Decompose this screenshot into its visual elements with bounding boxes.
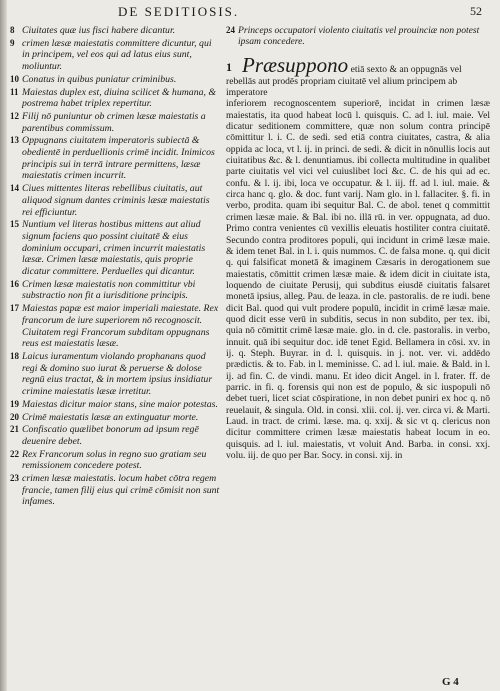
entry-number: 13 [10,135,19,146]
entry-number: 11 [10,86,19,97]
entry-number: 15 [10,219,19,230]
paragraph-marker: 1 [226,59,232,74]
entry-text: Crimen læsæ maiestatis non committitur vbi substractio non fit a iurisditione principis. [22,278,196,302]
entry-text: Conatus in quibus puniatur criminibus. [22,73,177,85]
summary-entry [10,111,220,134]
opening-paragraph [226,54,490,99]
entry-number: 17 [10,303,19,314]
opening-word: Præsuppono [242,52,349,77]
running-header: DE SEDITIOSIS. [118,4,240,19]
entry-number: 12 [10,110,19,121]
summary-entry [10,25,220,37]
entry-text: Crimē maiestatis læsæ an extinguatur morte. [22,411,199,423]
entry-number: 22 [10,448,19,459]
summary-entry [226,25,490,48]
summary-entry [10,219,220,278]
entry-text: Filij nō puniuntur ob crimen læsæ maiestatis a parentibus commissum. [22,110,206,134]
entry-number: 9 [10,37,15,48]
entry-number: 19 [10,398,19,409]
body-text: inferiorem recognoscentem superiorē, incidat in crimen læsæ maiestatis, ita quod habeat locū l. quisquis. C. ad l. iul. maie. Vel dicatur seditionem committere, quæ non solum contra principē cōmittitur l. i. C. de sedi. sed etiā contra ciuitates, castra, & alia oppida ac loca, vt l. ij. in princi. de sedi. & dicit in nōnullis locis aut ciuitatibus &c. & l. denuntiamus. ibi collecta multitudine in qualibet parte ciuitatis vel vici vel cuiuslibet loci &c. C. de his qui ad ec. confu. & l. ij. ibi, loca ve occupatur. & l. iij. ff. ad l. iul. maie. & circa hanc q. glo. & doc. funt varij. Nam glo. in l. fallaciter. §. fi. in verbo, prodita. quam ibi sequitur Bal. C. de abol. tenet q committit crimen læsæ maie. & Bal. ibi no. illā rū. in ver. oppugnata, ad duo. Primo contra venientes cū vexillis eleuatis hostiliter contra ciuitatē. Secundo contra proditores populi, qui incidunt in crimē læsæ maie. & idem tenet Bal. in l. i. quis nummos. C. de falsa mone. q. qui dicit q. qui falsificat monetā & imaginem Cæsaris in derogationem sue maiestatis, cōmittit crimen læsæ maie. & idem dicit in ciuitate ista, loquendo de ciuitate Perusij, qui subditus eiusdē ciuitatis falsaret monetā ipsius, alleg. Pau. de leaza. in cle. pastoralis. de re iudi. bene dicit Bal. quod qui vult prodere populū, incidit in crimē læsæ maie. quod dicit esse verū in subditis, secus in non subdito, per tex. ibi, quia nō cōmittit crimē læsæ maie. glo. in d. cle. pastoralis. in verbo, innuit. quā ibi sequitur doc. idē tenet Egid. Bellamera in cōsi. xv. in ij. q. Steph. Buyrar. in d. l. quisquis. in j. not. ver. vi. addēdo prædictis. & to. Fab. in l. meminisse. C. ad l. iul. maie. & Bald. in l. ij. ad fin. C. de vindi. manu. Et ideo dicit Angel. in l. frater. ff. de parric. in fi. q. forensis qui non est de populo, & sic iuspopuli nō debet tueri, licet sciat cōspiratione, in non debet puniri ex hoc q. nō reuelauit, & singula. Old. in consi. xlii. col. ij. ver. circa vi. & Marti. Laud. in tract. de crimi. læse. ma. q. xxij. & sic vt q. clericus non dicitur committere crimen læsæ maiestatis habeat locum in eo. quisquis. ad l. iul. maiestatis, vt voluit And. Barba. in consi. xxj. volu. iij. de quo per Bar. Socy. in consi. xij. in [226,98,490,462]
entry-number: 20 [10,411,19,422]
entry-number: 18 [10,350,19,361]
entry-text: Princeps occupatori violento ciuitatis vel prouinciæ non potest ipsam concedere. [238,25,480,48]
entry-text: Maiestas dicitur maior stans, sine maior potestas. [22,398,218,410]
entry-number: 14 [10,183,19,194]
summary-entry [10,473,220,508]
entry-text: crimen læsæ maiestatis committere dicuntur, qui in principem, vel eos qui ad latus eius sunt, moliuntur. [22,37,212,73]
page-gutter-shadow [0,0,7,691]
opening-text: etiā sexto & an oppugnās vel rebellās aut prodēs propriam ciuitatē vel alium principem ab imperatore [226,63,462,99]
entry-text: Ciuitates quæ ius fisci habere dicantur. [22,25,176,36]
entry-text: crimen læsæ maiestatis. locum habet cōtra regem francie, tamen filij eius qui crimē cōmisit non sunt infames. [22,473,220,508]
summary-column [10,25,220,509]
summary-entry [10,135,220,182]
entry-text: Rex Francorum solus in regno suo gratiam seu remissionem concedere potest. [22,448,207,472]
entry-text: Maiestas duplex est, diuina scilicet & humana, & postrema habet triplex repertitur. [22,86,217,110]
summary-entry [10,303,220,350]
summary-entry [10,38,220,73]
entry-number: 23 [10,473,19,484]
summary-entry [10,183,220,218]
summary-entry [10,449,220,472]
entry-number: 24 [226,25,235,35]
summary-entry [10,351,220,398]
signature-mark: G 4 [442,676,459,688]
summary-entry [10,399,220,411]
summary-entry [10,424,220,447]
summary-entry [10,412,220,424]
entry-number: 21 [10,424,19,435]
entry-text: Maiestas papæ est maior imperiali maiestate. Rex francorum de iure superiorem nō recognoscit. Ciuitatem regi Francorum subditam oppugnans reus est maiestatis læsæ. [22,303,219,350]
page-number: 52 [470,4,482,18]
entry-text: Confiscatio quælibet bonorum ad ipsum regē deuenire debet. [22,424,199,447]
entry-text: Oppugnans ciuitatem imperatoris subiectā & obedientē in perduellionis crimē incidit. Inimicos principis sui in terrā intrare permittens, læsæ maiestatis crimen incurrit. [22,135,215,182]
entry-number: 8 [10,25,15,35]
entry-text: Laicus iuramentum violando prophanans quod regi & domino suo iurat & peruerse & dolose regnū eius tractat, & in mortem ipsius insidiatur crimine maiestatis læsæ irretitur. [22,350,213,398]
entry-number: 16 [10,278,19,289]
entry-text: Nuntium vel literas hostibus mittens aut aliud signum faciens quo possint ciuitatē & eius dominium occupari, crimen incurrit maiestatis læsæ. Crimen læsæ maiestatis, quis proprie dicatur committere. Perduelles qui dicantur. [22,219,206,278]
summary-entry [10,279,220,302]
summary-entry [10,87,220,110]
main-text-column [226,25,490,461]
summary-entry [10,74,220,86]
entry-number: 10 [10,73,19,84]
entry-text: Ciues mittentes literas rebellibus ciuitatis, aut aliquod signum dantes criminis læsæ maiestatis rei efficiuntur. [22,183,210,218]
